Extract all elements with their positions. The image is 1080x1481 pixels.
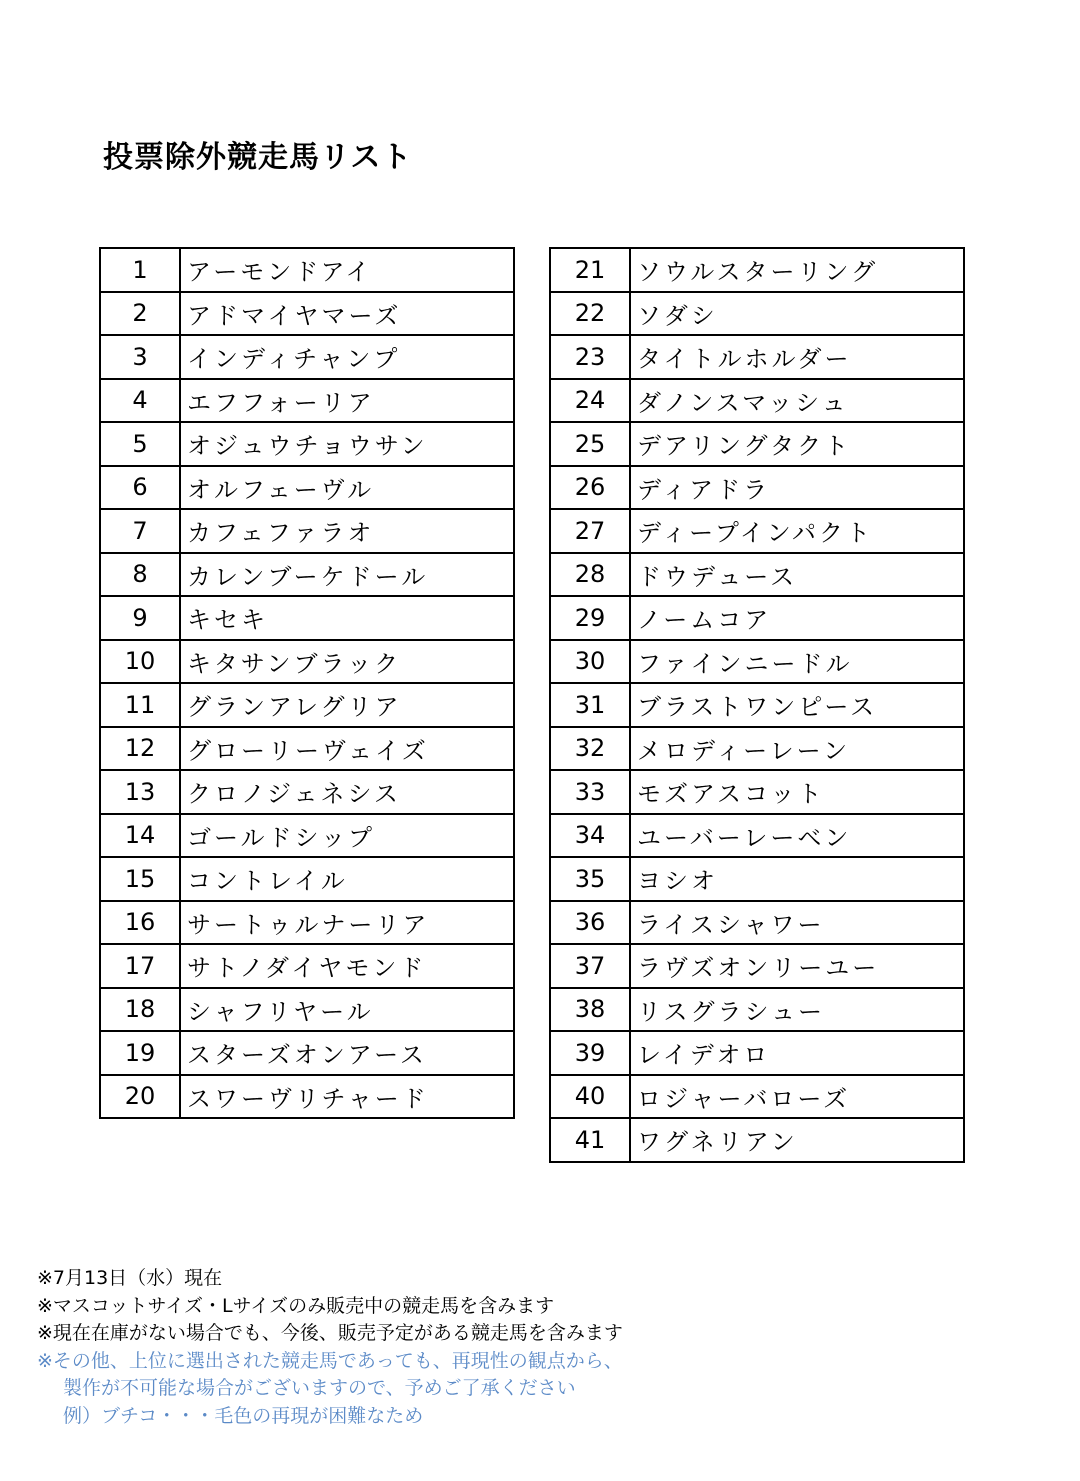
- horse-number: 37: [550, 944, 630, 988]
- horse-name: オルフェーヴル: [180, 466, 514, 510]
- table-row: [100, 727, 514, 771]
- table-row: [550, 1075, 964, 1119]
- horse-name: ノームコア: [630, 596, 964, 640]
- table-row: [550, 596, 964, 640]
- horse-name: ライスシャワー: [630, 901, 964, 945]
- horse-number: 17: [100, 944, 180, 988]
- horse-number: 15: [100, 857, 180, 901]
- table-row: [100, 857, 514, 901]
- horse-name: ゴールドシップ: [180, 814, 514, 858]
- horse-number: 25: [550, 422, 630, 466]
- table-row: [100, 944, 514, 988]
- note-other: ※その他、上位に選出された競走馬であっても、再現性の観点から、: [37, 1349, 623, 1372]
- horse-name: モズアスコット: [630, 770, 964, 814]
- horse-number: 40: [550, 1075, 630, 1119]
- table-row: [550, 553, 964, 597]
- horse-number: 41: [550, 1118, 630, 1162]
- horse-name: グランアレグリア: [180, 683, 514, 727]
- horse-number: 29: [550, 596, 630, 640]
- horse-name: サトノダイヤモンド: [180, 944, 514, 988]
- table-row: [550, 466, 964, 510]
- horse-name: レイデオロ: [630, 1031, 964, 1075]
- table-row: [550, 988, 964, 1032]
- horse-name: ロジャーバローズ: [630, 1075, 964, 1119]
- horse-number: 30: [550, 640, 630, 684]
- horse-number: 18: [100, 988, 180, 1032]
- horse-number: 39: [550, 1031, 630, 1075]
- horse-name: タイトルホルダー: [630, 335, 964, 379]
- horse-number: 26: [550, 466, 630, 510]
- horse-list-right: [549, 247, 965, 1163]
- page-title: 投票除外競走馬リスト: [103, 140, 413, 175]
- horse-name: コントレイル: [180, 857, 514, 901]
- table-row: [550, 335, 964, 379]
- table-row: [100, 683, 514, 727]
- table-row: [550, 640, 964, 684]
- horse-number: 23: [550, 335, 630, 379]
- table-row: [100, 248, 514, 292]
- horse-number: 5: [100, 422, 180, 466]
- table-row: [550, 683, 964, 727]
- horse-list-left: [99, 247, 515, 1119]
- horse-number: 36: [550, 901, 630, 945]
- horse-name: リスグラシュー: [630, 988, 964, 1032]
- table-row: [100, 509, 514, 553]
- horse-number: 24: [550, 379, 630, 423]
- table-row: [550, 857, 964, 901]
- table-row: [100, 466, 514, 510]
- horse-number: 14: [100, 814, 180, 858]
- horse-name: ソダシ: [630, 292, 964, 336]
- table-row: [100, 379, 514, 423]
- table-row: [550, 1031, 964, 1075]
- horse-number: 22: [550, 292, 630, 336]
- horse-number: 21: [550, 248, 630, 292]
- table-row: [100, 988, 514, 1032]
- horse-number: 1: [100, 248, 180, 292]
- notes: [37, 1265, 623, 1430]
- table-row: [100, 1075, 514, 1119]
- horse-number: 31: [550, 683, 630, 727]
- horse-name: サートゥルナーリア: [180, 901, 514, 945]
- horse-name: ヨシオ: [630, 857, 964, 901]
- horse-name: ファインニードル: [630, 640, 964, 684]
- table-row: [100, 814, 514, 858]
- table-row: [550, 509, 964, 553]
- horse-number: 10: [100, 640, 180, 684]
- horse-number: 3: [100, 335, 180, 379]
- horse-name: ラヴズオンリーユー: [630, 944, 964, 988]
- table-row: [100, 422, 514, 466]
- horse-name: ドウデュース: [630, 553, 964, 597]
- horse-number: 33: [550, 770, 630, 814]
- horse-name: スターズオンアース: [180, 1031, 514, 1075]
- horse-name: ディアドラ: [630, 466, 964, 510]
- horse-number: 11: [100, 683, 180, 727]
- horse-name: シャフリヤール: [180, 988, 514, 1032]
- horse-name: ユーバーレーベン: [630, 814, 964, 858]
- horse-name: クロノジェネシス: [180, 770, 514, 814]
- horse-number: 9: [100, 596, 180, 640]
- horse-name: ワグネリアン: [630, 1118, 964, 1162]
- note-stock: ※現在在庫がない場合でも、今後、販売予定がある競走馬を含みます: [37, 1322, 623, 1344]
- horse-name: カフェファラオ: [180, 509, 514, 553]
- table-row: [100, 292, 514, 336]
- table-row: [550, 727, 964, 771]
- horse-number: 28: [550, 553, 630, 597]
- table-row: [550, 248, 964, 292]
- horse-name: キセキ: [180, 596, 514, 640]
- table-row: [550, 901, 964, 945]
- horse-name: ディープインパクト: [630, 509, 964, 553]
- horse-name: アドマイヤマーズ: [180, 292, 514, 336]
- table-row: [100, 1031, 514, 1075]
- horse-number: 20: [100, 1075, 180, 1119]
- horse-number: 27: [550, 509, 630, 553]
- horse-name: オジュウチョウサン: [180, 422, 514, 466]
- horse-number: 19: [100, 1031, 180, 1075]
- table-row: [550, 422, 964, 466]
- horse-name: ダノンスマッシュ: [630, 379, 964, 423]
- horse-number: 16: [100, 901, 180, 945]
- table-row: [100, 553, 514, 597]
- horse-name: メロディーレーン: [630, 727, 964, 771]
- note-sizes: ※マスコットサイズ・Lサイズのみ販売中の競走馬を含みます: [37, 1294, 555, 1317]
- horse-name: カレンブーケドール: [180, 553, 514, 597]
- horse-name: ソウルスターリング: [630, 248, 964, 292]
- horse-name: グローリーヴェイズ: [180, 727, 514, 771]
- horse-number: 8: [100, 553, 180, 597]
- horse-name: インディチャンプ: [180, 335, 514, 379]
- note-example: 例）ブチコ・・・毛色の再現が困難なため: [63, 1404, 424, 1427]
- table-row: [550, 770, 964, 814]
- horse-name: デアリングタクト: [630, 422, 964, 466]
- table-row: [100, 335, 514, 379]
- horse-number: 13: [100, 770, 180, 814]
- horse-number: 7: [100, 509, 180, 553]
- horse-number: 34: [550, 814, 630, 858]
- note-production: 製作が不可能な場合がございますので、予めご了承ください: [63, 1377, 576, 1399]
- note-date: ※7月13日（水）現在: [37, 1267, 223, 1289]
- horse-name: スワーヴリチャード: [180, 1075, 514, 1119]
- table-row: [100, 640, 514, 684]
- horse-number: 35: [550, 857, 630, 901]
- table-row: [550, 814, 964, 858]
- table-row: [100, 596, 514, 640]
- horse-name: エフフォーリア: [180, 379, 514, 423]
- horse-number: 12: [100, 727, 180, 771]
- horse-name: ブラストワンピース: [630, 683, 964, 727]
- horse-name: キタサンブラック: [180, 640, 514, 684]
- horse-number: 2: [100, 292, 180, 336]
- table-row: [550, 379, 964, 423]
- table-row: [550, 1118, 964, 1162]
- horse-number: 38: [550, 988, 630, 1032]
- horse-name: アーモンドアイ: [180, 248, 514, 292]
- horse-number: 32: [550, 727, 630, 771]
- table-row: [100, 901, 514, 945]
- table-row: [550, 292, 964, 336]
- horse-number: 6: [100, 466, 180, 510]
- table-row: [100, 770, 514, 814]
- horse-number: 4: [100, 379, 180, 423]
- table-row: [550, 944, 964, 988]
